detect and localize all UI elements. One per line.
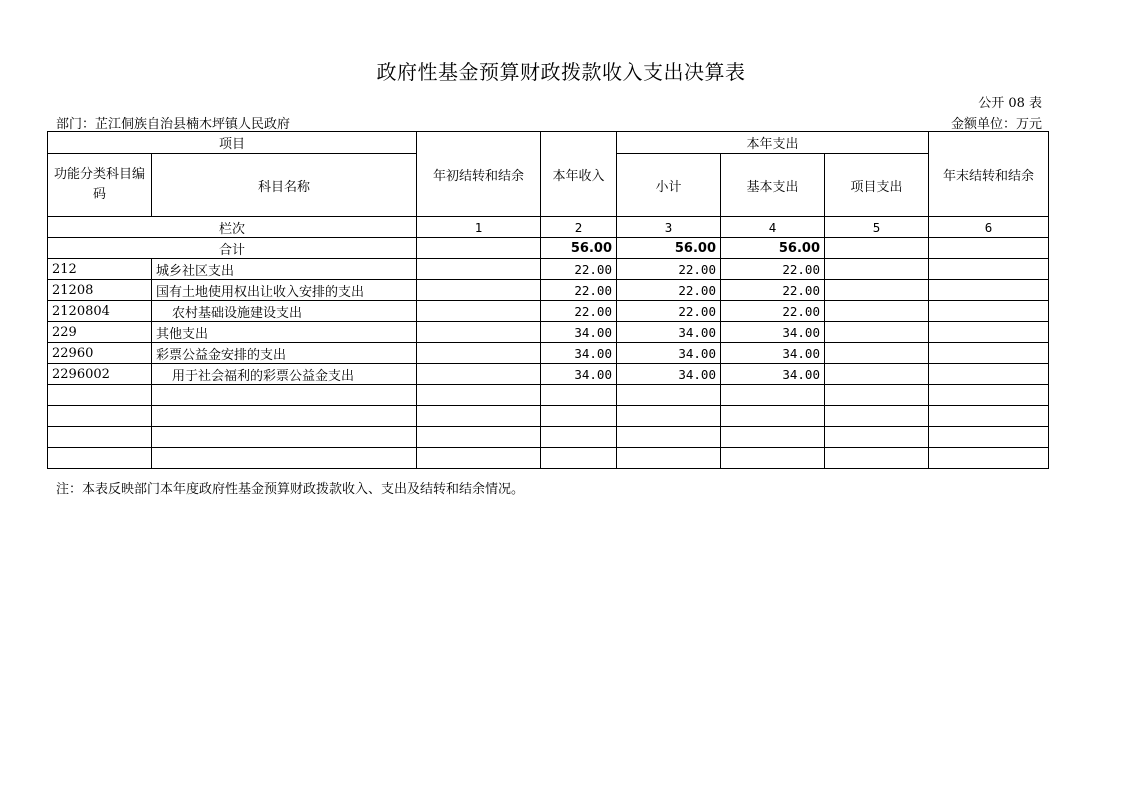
row-subtotal: 22.00 [617, 280, 721, 301]
row-basic: 34.00 [721, 343, 825, 364]
row-basic: 22.00 [721, 301, 825, 322]
header-item: 项目 [48, 132, 417, 154]
column-index-2: 2 [541, 217, 617, 238]
form-number: 公开 08 表 [978, 96, 1042, 111]
empty-row [48, 385, 1049, 406]
row-subtotal: 22.00 [617, 259, 721, 280]
row-name: 彩票公益金安排的支出 [152, 343, 417, 364]
column-index-3: 3 [617, 217, 721, 238]
row-carry-begin [417, 301, 541, 322]
total-carry-end [929, 238, 1049, 259]
total-subtotal: 56.00 [617, 238, 721, 259]
unit-label: 金额单位：万元 [950, 117, 1042, 132]
column-index-label: 栏次 [48, 217, 417, 238]
row-carry-begin [417, 259, 541, 280]
row-project [825, 364, 929, 385]
row-code: 2296002 [48, 364, 152, 385]
table-row [48, 280, 1049, 301]
page-title: 政府性基金预算财政拨款收入支出决算表 [376, 60, 746, 84]
row-carry-begin [417, 364, 541, 385]
row-carry-end [929, 301, 1049, 322]
row-code: 229 [48, 322, 152, 343]
row-carry-begin [417, 343, 541, 364]
department-label: 部门：芷江侗族自治县楠木坪镇人民政府 [56, 117, 291, 132]
row-basic: 34.00 [721, 322, 825, 343]
table-row [48, 364, 1049, 385]
table-row [48, 301, 1049, 322]
total-project [825, 238, 929, 259]
row-subtotal: 34.00 [617, 364, 721, 385]
row-income: 34.00 [541, 343, 617, 364]
row-code: 2120804 [48, 301, 152, 322]
row-code: 21208 [48, 280, 152, 301]
row-carry-end [929, 259, 1049, 280]
row-carry-end [929, 280, 1049, 301]
row-income: 34.00 [541, 364, 617, 385]
header-code: 功能分类科目编码 [48, 154, 152, 217]
row-carry-end [929, 364, 1049, 385]
row-code: 212 [48, 259, 152, 280]
row-income: 22.00 [541, 259, 617, 280]
table-row [48, 343, 1049, 364]
budget-table [47, 131, 1049, 469]
row-carry-end [929, 343, 1049, 364]
row-carry-begin [417, 280, 541, 301]
row-name: 其他支出 [152, 322, 417, 343]
empty-row [48, 448, 1049, 469]
row-name: 城乡社区支出 [152, 259, 417, 280]
header-expense-group: 本年支出 [617, 132, 929, 154]
total-label: 合计 [48, 238, 417, 259]
header-project: 项目支出 [825, 154, 929, 217]
row-name: 农村基础设施建设支出 [152, 301, 417, 322]
row-subtotal: 34.00 [617, 322, 721, 343]
row-income: 34.00 [541, 322, 617, 343]
row-project [825, 280, 929, 301]
row-income: 22.00 [541, 280, 617, 301]
row-basic: 34.00 [721, 364, 825, 385]
row-subtotal: 22.00 [617, 301, 721, 322]
row-name: 用于社会福利的彩票公益金支出 [152, 364, 417, 385]
row-project [825, 322, 929, 343]
row-carry-end [929, 322, 1049, 343]
row-carry-begin [417, 322, 541, 343]
row-basic: 22.00 [721, 259, 825, 280]
row-name: 国有土地使用权出让收入安排的支出 [152, 280, 417, 301]
row-basic: 22.00 [721, 280, 825, 301]
header-subtotal: 小计 [617, 154, 721, 217]
total-income: 56.00 [541, 238, 617, 259]
total-carry-begin [417, 238, 541, 259]
total-basic: 56.00 [721, 238, 825, 259]
header-carry-begin: 年初结转和结余 [417, 132, 541, 217]
header-basic: 基本支出 [721, 154, 825, 217]
column-index-4: 4 [721, 217, 825, 238]
row-project [825, 259, 929, 280]
empty-row [48, 406, 1049, 427]
column-index-1: 1 [417, 217, 541, 238]
header-income: 本年收入 [541, 132, 617, 217]
empty-row [48, 427, 1049, 448]
footnote: 注：本表反映部门本年度政府性基金预算财政拨款收入、支出及结转和结余情况。 [56, 482, 525, 497]
table-row [48, 322, 1049, 343]
header-name: 科目名称 [152, 154, 417, 217]
row-project [825, 301, 929, 322]
row-code: 22960 [48, 343, 152, 364]
row-income: 22.00 [541, 301, 617, 322]
column-index-5: 5 [825, 217, 929, 238]
header-carry-end: 年末结转和结余 [929, 132, 1049, 217]
column-index-6: 6 [929, 217, 1049, 238]
row-subtotal: 34.00 [617, 343, 721, 364]
table-row [48, 259, 1049, 280]
row-project [825, 343, 929, 364]
